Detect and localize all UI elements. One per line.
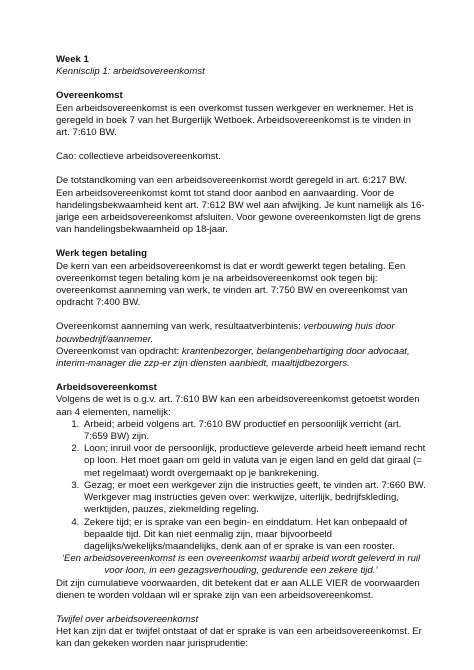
document-page xyxy=(56,54,426,651)
paragraph: Het kan zijn dat er twijfel ontstaat of dat er sprake is van een arbeidsovereenkomst. Er kan dan gekeken worden naar jurisprudentie: xyxy=(56,626,422,650)
paragraph-lead: Overeenkomst van opdracht: xyxy=(56,345,182,357)
week-title: Week 1 xyxy=(56,54,89,65)
list-item: 4. Zekere tijd; er is sprake van een begin- en einddatum. Het kan onbepaald of bepaalde tijd. Dit kan niet eenmalig zijn, maar bijvoorbeeld dagelijks/wekelijks/maandelijks, denk aan of er sprake is van een rooster. xyxy=(82,517,426,554)
list-item: 3. Gezag; er moet een werkgever zijn die instructies geeft, te vinden art. 7:660 BW. Werkgever mag instructies geven over: werkwijze, uiterlijk, bedrijfskleding, werktijden, pauzes, ziekmelding regeling. xyxy=(82,480,426,517)
paragraph: Een arbeidsovereenkomst is een overkomst tussen werkgever en werknemer. Het is geregeld in boek 7 van het Burgerlijk Wetboek. Arbeidsovereenkomst is te vinden in art. 7:610 BW. xyxy=(56,102,414,139)
paragraph: Dit zijn cumulatieve voorwaarden, dit betekent dat er aan ALLE VIER de voorwaarden dienen te worden voldaan wil er sprake zijn van een arbeidsovereenkomst. xyxy=(56,577,420,601)
clip-title: Kennisclip 1: arbeidsovereenkomst xyxy=(56,66,205,78)
elements-list xyxy=(56,419,426,553)
paragraph xyxy=(56,346,426,370)
section-heading-arbeidsovereenkomst: Arbeidsovereenkomst xyxy=(56,382,157,394)
paragraph xyxy=(56,321,426,345)
paragraph: Cao: collectieve arbeidsovereenkomst. xyxy=(56,151,221,163)
paragraph-lead: Overeenkomst aanneming van werk, resultaatverbintenis: xyxy=(56,321,304,333)
paragraph-example: verbouwing huis door bouwbedrijf/aannemer. xyxy=(56,321,395,345)
list-item: 2. Loon; inruil voor de persoonlijk, productieve geleverde arbeid heeft iemand recht op loon. Het moet gaan om geld in valuta van je eigen land en geld dat giraal (= met regelmaat) wordt overgemaakt op je bankrekening. xyxy=(82,443,426,480)
definition-quote: ‘Een arbeidsovereenkomst is een overeenkomst waarbij arbeid wordt geleverd in ruil voor loon, in een gezagsverhouding, gedurende een zekere tijd.’ xyxy=(61,553,421,577)
section-heading-overeenkomst: Overeenkomst xyxy=(56,90,123,102)
section-heading-werk-tegen-betaling: Werk tegen betaling xyxy=(56,248,147,260)
paragraph: Volgens de wet is o.g.v. art. 7:610 BW kan een arbeidsovereenkomst getoetst worden aan 4 elementen, namelijk: xyxy=(56,394,420,418)
section-heading-twijfel: Twijfel over arbeidsovereenkomst xyxy=(56,613,199,625)
paragraph: De kern van een arbeidsovereenkomst is dat er wordt gewerkt tegen betaling. Een overeenkomst tegen betaling kom je na arbeidsovereenkomst ook tegen bij: overeenkomst aanneming van werk, te vinden art. 7:750 BW en overeenkomst van opdracht 7:400 BW. xyxy=(56,260,408,309)
paragraph: De totstandkoming van een arbeidsovereenkomst wordt geregeld in art. 6:217 BW. Een arbeidsovereenkomst komt tot stand door aanbod en aanvaarding. Voor de handelingsbekwaamheid kent art. 7:612 BW wel aan afwijking. Je kunt namelijk als 16-jarige een arbeidsovereenkomst afsluiten. Voor gewone overeenkomsten ligt de grens van handelingsbekwaamheid op 18-jaar. xyxy=(56,175,425,236)
list-item: 1. Arbeid; arbeid volgens art. 7:610 BW productief en persoonlijk verricht (art. 7:659 BW) zijn. xyxy=(82,419,426,443)
paragraph-example: krantenbezorger, belangenbehartiging door advocaat, interim-manager die zzp-er zijn diensten aanbiedt, maaltijdbezorgers. xyxy=(56,345,410,370)
